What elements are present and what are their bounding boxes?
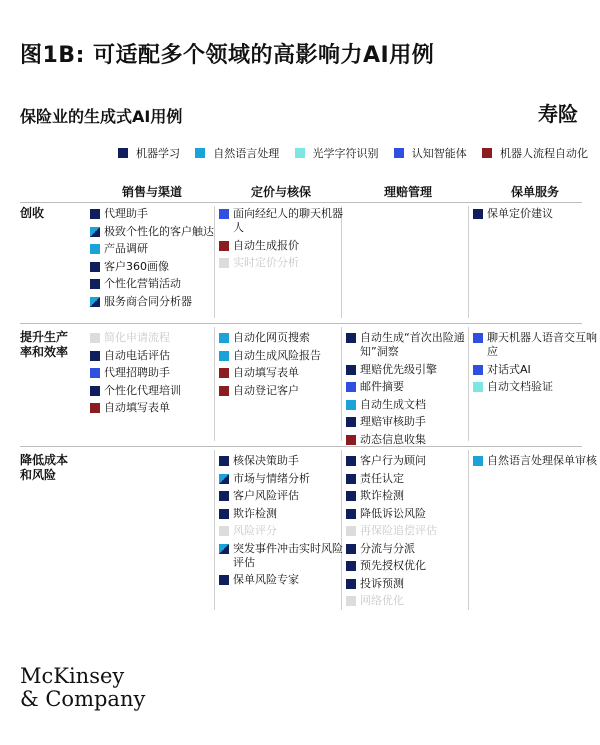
use-case-item	[346, 472, 470, 486]
use-case-swatch	[346, 365, 356, 375]
use-case-label: 极致个性化的客户触达	[104, 224, 214, 238]
use-case-item	[90, 349, 214, 363]
use-case-swatch	[219, 491, 229, 501]
use-case-label: 自动填写表单	[233, 366, 299, 379]
use-case-swatch	[219, 386, 229, 396]
use-case-item	[346, 524, 470, 538]
use-case-label: 保单风险专家	[233, 573, 299, 586]
use-case-label: 投诉预测	[360, 576, 404, 590]
use-case-swatch	[90, 368, 100, 378]
use-case-label: 服务商合同分析器	[104, 294, 192, 308]
cell-revenue-policy	[473, 207, 597, 225]
use-case-swatch	[473, 382, 483, 392]
use-case-label: 降低诉讼风险	[360, 506, 426, 520]
use-case-swatch	[346, 435, 356, 445]
row-divider	[20, 202, 582, 203]
use-case-item	[346, 489, 470, 503]
use-case-label: 保单定价建议	[487, 207, 553, 220]
use-case-label: 自动生成风险报告	[233, 348, 321, 362]
use-case-label: 邮件摘要	[360, 380, 404, 393]
legend-item-nlp	[195, 145, 279, 161]
use-case-label: 自动生成文档	[360, 397, 426, 411]
use-case-swatch	[346, 456, 356, 466]
segment-label: 寿险	[538, 102, 578, 126]
column-header-policy: 保单服务	[510, 185, 559, 199]
use-case-label: 欺诈检测	[233, 506, 277, 520]
use-case-label: 自动生成“首次出险通知”洞察	[360, 331, 465, 358]
use-case-swatch	[90, 386, 100, 396]
use-case-label: 网络优化	[360, 594, 404, 607]
use-case-swatch	[90, 227, 100, 237]
use-case-label: 自动文档验证	[487, 380, 553, 393]
logo-line-1: McKinsey	[20, 664, 125, 688]
use-case-label: 对话式AI	[487, 362, 531, 376]
use-case-item	[473, 454, 597, 468]
use-case-item	[219, 454, 343, 468]
use-case-swatch	[90, 333, 100, 343]
use-case-item	[346, 398, 470, 412]
cell-cost-risk-policy	[473, 454, 597, 472]
use-case-label: 动态信息收集	[360, 432, 426, 446]
use-case-item	[346, 594, 470, 608]
use-case-item	[90, 207, 214, 221]
use-case-item	[346, 380, 470, 394]
use-case-item	[473, 380, 597, 394]
use-case-label: 客户360画像	[104, 259, 169, 273]
use-case-item	[219, 573, 343, 587]
use-case-label: 自动生成报价	[233, 238, 299, 252]
use-case-label: 理赔优先级引擎	[360, 362, 437, 376]
legend-item-ocr	[295, 145, 379, 161]
use-case-swatch	[473, 365, 483, 375]
row-divider	[20, 323, 582, 324]
use-case-swatch	[219, 456, 229, 466]
use-case-item	[90, 225, 214, 239]
cell-cost-risk-pricing	[219, 454, 343, 591]
use-case-label: 核保决策助手	[233, 454, 299, 467]
legend-swatch-ml	[118, 148, 128, 158]
use-case-item	[219, 331, 343, 345]
use-case-item	[90, 277, 214, 291]
use-case-swatch	[219, 509, 229, 519]
use-case-item	[219, 256, 343, 270]
logo-line-2: & Company	[20, 687, 146, 711]
legend-label-ocr: 光学字符识别	[312, 147, 379, 160]
use-case-swatch	[346, 526, 356, 536]
use-case-item	[219, 239, 343, 253]
use-case-label: 个性化营销活动	[104, 277, 181, 290]
use-case-swatch	[90, 297, 100, 307]
use-case-item	[219, 524, 343, 538]
use-case-item	[219, 207, 343, 235]
column-header-claims: 理赔管理	[383, 185, 432, 199]
use-case-item	[346, 559, 470, 573]
use-case-swatch	[90, 262, 100, 272]
use-case-label: 简化申请流程	[104, 331, 170, 344]
use-case-label: 突发事件冲击实时风险评估	[233, 541, 343, 569]
cell-productivity-pricing	[219, 331, 343, 401]
column-divider	[214, 450, 215, 610]
page-title: 图1B: 可适配多个领域的高影响力AI用例	[20, 43, 435, 68]
legend	[118, 145, 588, 161]
use-case-swatch	[219, 575, 229, 585]
cell-revenue-pricing	[219, 207, 343, 274]
use-case-item	[346, 415, 470, 429]
use-case-swatch	[346, 474, 356, 484]
use-case-swatch	[346, 491, 356, 501]
use-case-item	[219, 507, 343, 521]
use-case-swatch	[219, 351, 229, 361]
use-case-swatch	[346, 544, 356, 554]
use-case-item	[346, 331, 470, 359]
column-header-pricing: 定价与核保	[250, 185, 311, 199]
use-case-label: 客户行为顾问	[360, 454, 426, 467]
legend-label-ml: 机器学习	[136, 147, 180, 160]
use-case-swatch	[346, 579, 356, 589]
use-case-label: 市场与情绪分析	[233, 471, 310, 485]
use-case-swatch	[90, 209, 100, 219]
use-case-label: 聊天机器人语音交互响应	[487, 331, 597, 358]
cell-productivity-policy	[473, 331, 597, 398]
column-divider	[214, 206, 215, 318]
use-case-item	[219, 349, 343, 363]
use-case-item	[90, 242, 214, 256]
use-case-label: 自动化网页搜索	[233, 331, 310, 344]
legend-label-rpa: 机器人流程自动化	[500, 147, 588, 160]
use-case-item	[90, 401, 214, 415]
chart-subtitle: 保险业的生成式AI用例	[20, 107, 183, 126]
use-case-swatch	[219, 544, 229, 554]
use-case-swatch	[90, 279, 100, 289]
legend-swatch-nlp	[195, 148, 205, 158]
cell-revenue-sales	[90, 207, 214, 312]
use-case-label: 再保险追偿评估	[360, 524, 437, 537]
use-case-swatch	[90, 403, 100, 413]
use-case-label: 预先授权优化	[360, 559, 426, 572]
use-case-label: 风险评分	[233, 524, 277, 537]
use-case-item	[90, 331, 214, 345]
use-case-swatch	[346, 561, 356, 571]
use-case-item	[90, 295, 214, 309]
legend-label-cognitive: 认知智能体	[411, 147, 467, 160]
use-case-label: 分流与分派	[360, 541, 415, 555]
use-case-item	[346, 454, 470, 468]
row-header-cost-risk: 降低成本和风险	[20, 453, 69, 482]
use-case-label: 代理助手	[104, 207, 148, 220]
use-case-item	[219, 489, 343, 503]
column-divider	[468, 206, 469, 318]
use-case-swatch	[219, 241, 229, 251]
cell-productivity-claims	[346, 331, 470, 450]
use-case-item	[346, 577, 470, 591]
use-case-swatch	[219, 333, 229, 343]
use-case-label: 产品调研	[104, 242, 148, 255]
use-case-item	[219, 384, 343, 398]
use-case-label: 面向经纪人的聊天机器人	[233, 207, 343, 234]
legend-swatch-cognitive	[394, 148, 404, 158]
use-case-swatch	[473, 333, 483, 343]
use-case-label: 自动填写表单	[104, 401, 170, 414]
use-case-label: 客户风险评估	[233, 489, 299, 502]
use-case-label: 自动登记客户	[233, 383, 299, 397]
use-case-swatch	[219, 209, 229, 219]
legend-item-rpa	[482, 145, 588, 161]
use-case-swatch	[219, 368, 229, 378]
use-case-label: 实时定价分析	[233, 256, 299, 269]
use-case-item	[346, 507, 470, 521]
use-case-item	[90, 366, 214, 380]
use-case-item	[219, 366, 343, 380]
use-case-swatch	[346, 417, 356, 427]
use-case-swatch	[219, 258, 229, 268]
use-case-swatch	[473, 456, 483, 466]
use-case-label: 责任认定	[360, 471, 404, 485]
legend-swatch-ocr	[295, 148, 305, 158]
use-case-label: 代理招聘助手	[104, 366, 170, 379]
use-case-label: 自然语言处理保单审核	[487, 454, 597, 467]
use-case-swatch	[346, 333, 356, 343]
use-case-swatch	[346, 382, 356, 392]
use-case-item	[473, 363, 597, 377]
use-case-item	[219, 542, 343, 570]
row-divider	[20, 446, 582, 447]
legend-item-cognitive	[394, 145, 467, 161]
use-case-item	[90, 384, 214, 398]
use-case-item	[473, 207, 597, 221]
use-case-item	[473, 331, 597, 359]
cell-productivity-sales	[90, 331, 214, 419]
use-case-item	[90, 260, 214, 274]
use-case-swatch	[473, 209, 483, 219]
use-case-swatch	[346, 400, 356, 410]
legend-swatch-rpa	[482, 148, 492, 158]
row-header-revenue: 创收	[20, 206, 45, 220]
use-case-item	[346, 542, 470, 556]
legend-item-ml	[118, 145, 180, 161]
use-case-label: 理赔审核助手	[360, 415, 426, 428]
use-case-swatch	[219, 474, 229, 484]
use-case-item	[346, 433, 470, 447]
use-case-label: 个性化代理培训	[104, 383, 181, 397]
column-header-sales: 销售与渠道	[121, 185, 182, 199]
column-divider	[214, 327, 215, 441]
legend-label-nlp: 自然语言处理	[213, 147, 280, 160]
use-case-item	[346, 363, 470, 377]
use-case-swatch	[346, 596, 356, 606]
use-case-swatch	[219, 526, 229, 536]
use-case-swatch	[90, 244, 100, 254]
use-case-swatch	[90, 351, 100, 361]
cell-cost-risk-claims	[346, 454, 470, 612]
use-case-label: 欺诈检测	[360, 489, 404, 502]
row-header-productivity: 提升生产率和效率	[20, 330, 69, 359]
use-case-label: 自动电话评估	[104, 348, 170, 362]
company-logo	[20, 665, 145, 711]
use-case-swatch	[346, 509, 356, 519]
use-case-item	[219, 472, 343, 486]
